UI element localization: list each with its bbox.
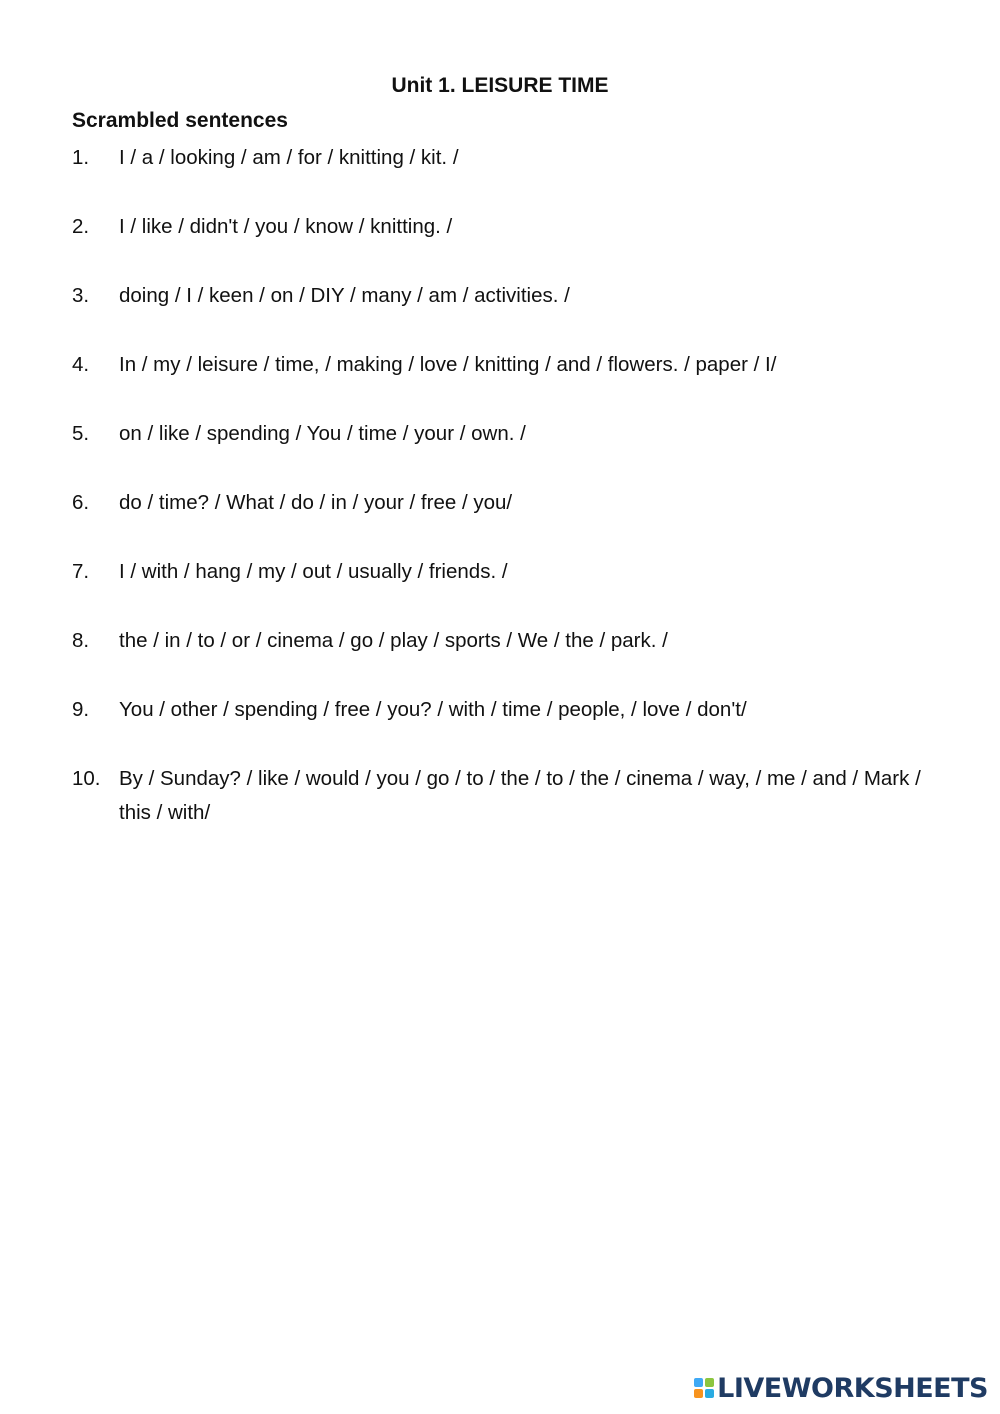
scrambled-sentence: I / with / hang / my / out / usually / friends. / [119,560,508,583]
item-number: 4. [72,353,90,376]
item-number: 8. [72,629,90,652]
logo-square-4 [705,1389,714,1398]
page-title: Unit 1. LEISURE TIME [391,74,609,97]
scrambled-sentence: You / other / spending / free / you? / with / time / people, / love / don't/ [119,698,747,721]
list-item [72,279,942,313]
scrambled-sentence: I / like / didn't / you / know / knitting. / [119,215,453,238]
scrambled-sentence: the / in / to / or / cinema / go / play / sports / We / the / park. / [119,629,668,652]
list-item [72,141,942,175]
item-number: 10. [72,767,101,790]
item-number: 6. [72,491,90,514]
item-number: 9. [72,698,90,721]
list-item [72,762,942,830]
list-item [72,210,942,244]
section-heading: Scrambled sentences [72,109,288,132]
list-item [72,693,942,727]
list-item [72,417,942,451]
list-item [72,348,942,382]
watermark-text: LIVEWORKSHEETS [717,1372,988,1404]
liveworksheets-logo-icon [694,1378,714,1398]
list-item [72,555,942,589]
scrambled-sentence: doing / I / keen / on / DIY / many / am / activities. / [119,284,570,307]
item-number: 1. [72,146,90,169]
list-item [72,486,942,520]
item-number: 2. [72,215,90,238]
item-number: 7. [72,560,90,583]
scrambled-sentence: By / Sunday? / like / would / you / go / to / the / to / the / cinema / way, / me / and / Mark / this / with/ [119,767,921,824]
scrambled-sentence: do / time? / What / do / in / your / free / you/ [119,491,513,514]
scrambled-sentence: on / like / spending / You / time / your / own. / [119,422,526,445]
scrambled-sentence: In / my / leisure / time, / making / love / knitting / and / flowers. / paper / I/ [119,353,777,376]
item-number: 5. [72,422,90,445]
logo-square-3 [694,1389,703,1398]
list-item [72,624,942,658]
item-number: 3. [72,284,90,307]
logo-square-2 [705,1378,714,1387]
sentence-list [72,141,942,865]
logo-square-1 [694,1378,703,1387]
scrambled-sentence: I / a / looking / am / for / knitting / kit. / [119,146,459,169]
liveworksheets-watermark [694,1368,988,1408]
